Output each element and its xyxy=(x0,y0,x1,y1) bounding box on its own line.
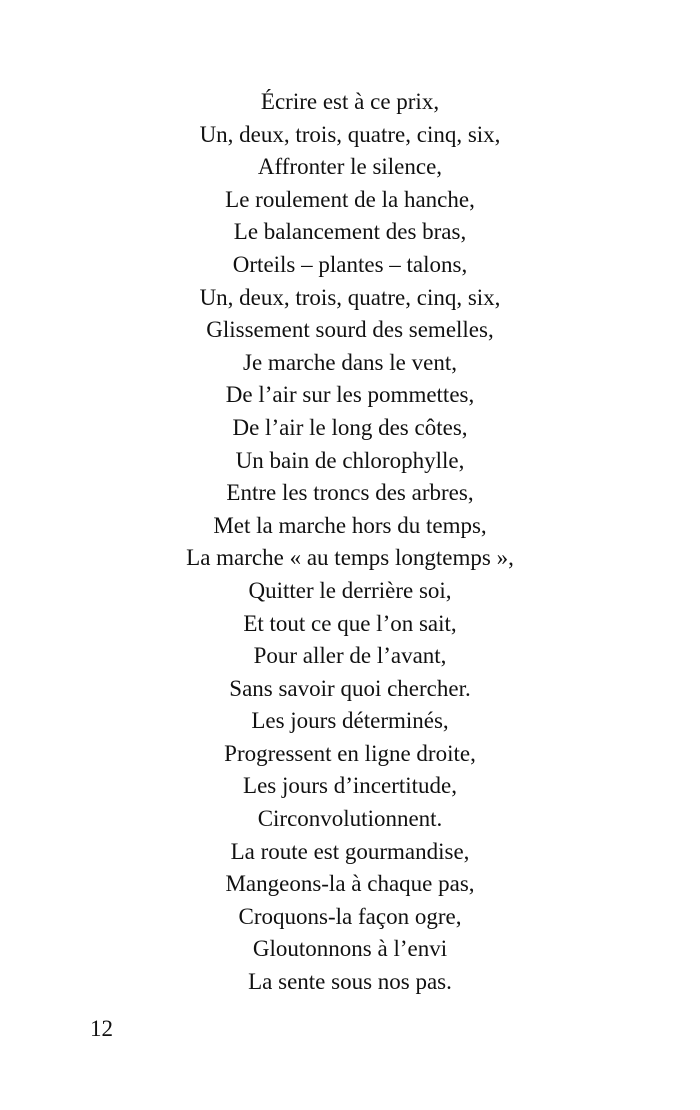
poem-line: Croquons-la façon ogre, xyxy=(238,903,462,929)
poem-line: Entre les troncs des arbres, xyxy=(226,480,474,506)
poem-line: Orteils – plantes – talons, xyxy=(232,251,468,277)
poem-line: Le roulement de la hanche, xyxy=(225,186,475,212)
poem-line: Un, deux, trois, quatre, cinq, six, xyxy=(199,121,501,147)
poem-line: Écrire est à ce prix, xyxy=(260,89,440,114)
poem-line: La marche « au temps longtemps », xyxy=(186,545,514,571)
page-number: 12 xyxy=(90,1016,113,1041)
poem-line: Un, deux, trois, quatre, cinq, six, xyxy=(199,284,501,310)
poem-line: Sans savoir quoi chercher. xyxy=(229,675,471,701)
poem-line: Mangeons-la à chaque pas, xyxy=(225,871,475,897)
poem-line: Le balancement des bras, xyxy=(233,219,467,245)
poem-line: De l’air sur les pommettes, xyxy=(225,382,475,408)
poem-line: Glissement sourd des semelles, xyxy=(206,317,494,343)
poem-line: La route est gourmandise, xyxy=(230,838,470,864)
poem-line: Les jours déterminés, xyxy=(251,708,449,734)
poem-line: Pour aller de l’avant, xyxy=(253,643,447,669)
poem-line: Je marche dans le vent, xyxy=(243,349,457,375)
poem-line: Circonvolutionnent. xyxy=(257,806,443,832)
poem-line: Met la marche hors du temps, xyxy=(213,512,487,538)
poem-line: Un bain de chlorophylle, xyxy=(235,447,465,473)
poem-line: Progressent en ligne droite, xyxy=(224,740,476,766)
poem-line: Affronter le silence, xyxy=(257,154,443,180)
poem-text xyxy=(0,86,700,999)
poem-line: La sente sous nos pas. xyxy=(248,969,452,995)
poem-line: Quitter le derrière soi, xyxy=(248,577,452,603)
poem-line: Gloutonnons à l’envi xyxy=(252,936,448,962)
poem-line: Et tout ce que l’on sait, xyxy=(243,610,457,636)
poem-line: De l’air le long des côtes, xyxy=(232,414,468,440)
poem-line: Les jours d’incertitude, xyxy=(243,773,457,799)
